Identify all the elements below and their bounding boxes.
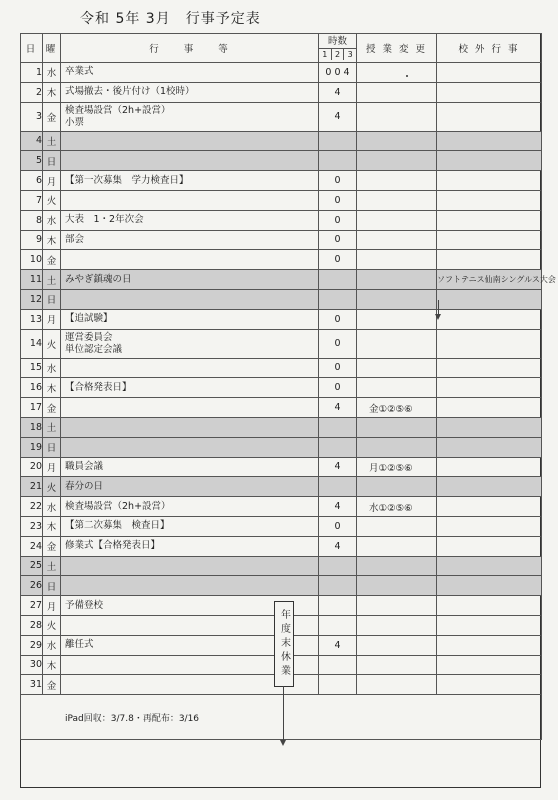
day-cell: 31 bbox=[21, 675, 43, 695]
table-row bbox=[21, 437, 542, 457]
day-cell: 2 bbox=[21, 82, 43, 102]
event-cell: 検査場設営（2h+設営） bbox=[61, 497, 319, 517]
external-event-cell bbox=[437, 635, 542, 655]
external-event-cell bbox=[437, 190, 542, 210]
table-row bbox=[21, 477, 542, 497]
event-cell: みやぎ鎮魂の日 bbox=[61, 270, 319, 290]
footer-row bbox=[21, 695, 542, 740]
table-row bbox=[21, 398, 542, 418]
class-change-cell bbox=[357, 635, 437, 655]
table-row bbox=[21, 270, 542, 290]
vacation-box bbox=[274, 601, 294, 687]
table-row bbox=[21, 63, 542, 83]
day-cell: 22 bbox=[21, 497, 43, 517]
header-class-change: 授 業 変 更 bbox=[357, 34, 437, 63]
day-cell: 8 bbox=[21, 210, 43, 230]
table-row bbox=[21, 82, 542, 102]
weekday-cell: 火 bbox=[43, 615, 61, 635]
external-event-cell bbox=[437, 655, 542, 675]
header-weekday: 曜 bbox=[43, 34, 61, 63]
weekday-cell: 木 bbox=[43, 82, 61, 102]
weekday-cell: 日 bbox=[43, 576, 61, 596]
day-cell: 6 bbox=[21, 171, 43, 191]
class-change-cell bbox=[357, 151, 437, 171]
class-change-cell bbox=[357, 536, 437, 556]
external-event-cell bbox=[437, 556, 542, 576]
weekday-cell: 日 bbox=[43, 289, 61, 309]
class-change-cell bbox=[357, 131, 437, 151]
hours-cell bbox=[319, 131, 357, 151]
table-row bbox=[21, 457, 542, 477]
hours-cell bbox=[319, 270, 357, 290]
hours-cell: 0 bbox=[319, 250, 357, 270]
external-event-cell bbox=[437, 82, 542, 102]
external-event-cell bbox=[437, 378, 542, 398]
day-cell: 1 bbox=[21, 63, 43, 83]
day-cell: 27 bbox=[21, 596, 43, 616]
hours-cell: 0 bbox=[319, 210, 357, 230]
day-cell: 21 bbox=[21, 477, 43, 497]
hours-cell: 0 bbox=[319, 171, 357, 191]
class-change-cell bbox=[357, 171, 437, 191]
class-change-cell bbox=[357, 82, 437, 102]
class-change-cell: 金①②⑤⑥ bbox=[357, 398, 437, 418]
class-change-cell bbox=[357, 655, 437, 675]
footer-note: iPad回収：3/7.8・再配布：3/16 bbox=[21, 695, 542, 740]
event-cell bbox=[61, 398, 319, 418]
hours-cell: 4 bbox=[319, 457, 357, 477]
vacation-arrow-line bbox=[283, 686, 284, 740]
external-event-cell bbox=[437, 398, 542, 418]
external-event-cell bbox=[437, 171, 542, 191]
day-cell: 5 bbox=[21, 151, 43, 171]
day-cell: 23 bbox=[21, 516, 43, 536]
hours-cell: 4 bbox=[319, 398, 357, 418]
day-cell: 11 bbox=[21, 270, 43, 290]
hours-cell: 4 bbox=[319, 635, 357, 655]
tournament-arrow-icon bbox=[435, 314, 441, 320]
event-cell bbox=[61, 131, 319, 151]
event-cell: 【第一次募集 学力検査日】 bbox=[61, 171, 319, 191]
event-cell bbox=[61, 576, 319, 596]
day-cell: 28 bbox=[21, 615, 43, 635]
hours-cell: 0 bbox=[319, 358, 357, 378]
table-row bbox=[21, 131, 542, 151]
class-change-cell bbox=[357, 378, 437, 398]
day-cell: 4 bbox=[21, 131, 43, 151]
table-row bbox=[21, 250, 542, 270]
weekday-cell: 土 bbox=[43, 270, 61, 290]
class-change-cell bbox=[357, 516, 437, 536]
weekday-cell: 月 bbox=[43, 309, 61, 329]
header-hour-2: 2 bbox=[331, 49, 344, 60]
weekday-cell: 水 bbox=[43, 497, 61, 517]
day-cell: 26 bbox=[21, 576, 43, 596]
hours-cell: 0 bbox=[319, 516, 357, 536]
event-cell: 職員会議 bbox=[61, 457, 319, 477]
class-change-cell bbox=[357, 556, 437, 576]
event-cell: 検査場設営（2h+設営） 小票 bbox=[61, 102, 319, 131]
external-event-cell bbox=[437, 131, 542, 151]
external-event-cell bbox=[437, 536, 542, 556]
weekday-cell: 水 bbox=[43, 63, 61, 83]
weekday-cell: 日 bbox=[43, 437, 61, 457]
event-cell bbox=[61, 151, 319, 171]
hours-cell bbox=[319, 417, 357, 437]
table-row bbox=[21, 102, 542, 131]
hours-cell bbox=[319, 437, 357, 457]
table-row bbox=[21, 556, 542, 576]
external-event-cell bbox=[437, 63, 542, 83]
event-cell: 修業式【合格発表日】 bbox=[61, 536, 319, 556]
external-event-cell bbox=[437, 309, 542, 329]
header-hour-1: 1 bbox=[322, 50, 328, 59]
external-event-cell bbox=[437, 497, 542, 517]
page-title: 令和 5年 3月 行事予定表 bbox=[80, 11, 261, 27]
event-cell bbox=[61, 250, 319, 270]
event-cell: 大表 1・2年次会 bbox=[61, 210, 319, 230]
hours-cell: 4 bbox=[319, 497, 357, 517]
day-cell: 12 bbox=[21, 289, 43, 309]
class-change-cell bbox=[357, 329, 437, 358]
class-change-cell bbox=[357, 596, 437, 616]
class-change-cell: 水①②⑤⑥ bbox=[357, 497, 437, 517]
stray-dot bbox=[406, 75, 408, 77]
hours-cell: 0 bbox=[319, 378, 357, 398]
header-row bbox=[21, 34, 542, 63]
event-cell bbox=[61, 556, 319, 576]
day-cell: 19 bbox=[21, 437, 43, 457]
class-change-cell bbox=[357, 250, 437, 270]
external-event-cell bbox=[437, 230, 542, 250]
class-change-cell bbox=[357, 477, 437, 497]
class-change-cell bbox=[357, 309, 437, 329]
day-cell: 9 bbox=[21, 230, 43, 250]
external-event-cell bbox=[437, 576, 542, 596]
class-change-cell bbox=[357, 675, 437, 695]
header-events: 行 事 等 bbox=[61, 34, 319, 63]
event-cell: 春分の日 bbox=[61, 477, 319, 497]
table-row bbox=[21, 151, 542, 171]
table-row bbox=[21, 171, 542, 191]
hours-cell: 0 bbox=[319, 309, 357, 329]
external-event-cell bbox=[437, 437, 542, 457]
table-row bbox=[21, 516, 542, 536]
external-event-cell bbox=[437, 457, 542, 477]
hours-cell bbox=[319, 675, 357, 695]
table-row bbox=[21, 378, 542, 398]
external-event-cell bbox=[437, 102, 542, 131]
external-event-cell bbox=[437, 329, 542, 358]
external-event-cell bbox=[437, 477, 542, 497]
class-change-cell bbox=[357, 210, 437, 230]
external-event-cell bbox=[437, 516, 542, 536]
header-hour-3: 3 bbox=[343, 49, 356, 60]
class-change-cell bbox=[357, 358, 437, 378]
event-cell bbox=[61, 289, 319, 309]
class-change-cell bbox=[357, 615, 437, 635]
class-change-cell bbox=[357, 289, 437, 309]
class-change-cell bbox=[357, 102, 437, 131]
external-event-cell bbox=[437, 675, 542, 695]
external-event-cell bbox=[437, 151, 542, 171]
table-row bbox=[21, 329, 542, 358]
day-cell: 30 bbox=[21, 655, 43, 675]
external-event-cell bbox=[437, 358, 542, 378]
table-row bbox=[21, 289, 542, 309]
day-cell: 20 bbox=[21, 457, 43, 477]
weekday-cell: 金 bbox=[43, 675, 61, 695]
event-cell bbox=[61, 417, 319, 437]
table-row bbox=[21, 190, 542, 210]
event-cell: 部会 bbox=[61, 230, 319, 250]
weekday-cell: 月 bbox=[43, 457, 61, 477]
weekday-cell: 水 bbox=[43, 635, 61, 655]
table-row bbox=[21, 358, 542, 378]
class-change-cell bbox=[357, 437, 437, 457]
class-change-cell bbox=[357, 417, 437, 437]
external-event-cell bbox=[437, 210, 542, 230]
table-row bbox=[21, 536, 542, 556]
hours-cell: 0 bbox=[319, 190, 357, 210]
day-cell: 10 bbox=[21, 250, 43, 270]
header-external: 校 外 行 事 bbox=[437, 34, 542, 63]
weekday-cell: 土 bbox=[43, 417, 61, 437]
weekday-cell: 水 bbox=[43, 358, 61, 378]
weekday-cell: 金 bbox=[43, 102, 61, 131]
schedule-body bbox=[21, 63, 556, 695]
day-cell: 13 bbox=[21, 309, 43, 329]
vacation-arrow-icon bbox=[280, 740, 286, 746]
external-event-cell bbox=[437, 250, 542, 270]
hours-cell bbox=[319, 615, 357, 635]
class-change-cell bbox=[357, 576, 437, 596]
header-hours-label: 時数 bbox=[327, 36, 347, 47]
hours-cell bbox=[319, 289, 357, 309]
day-cell: 17 bbox=[21, 398, 43, 418]
event-cell: 卒業式 bbox=[61, 63, 319, 83]
weekday-cell: 金 bbox=[43, 536, 61, 556]
event-cell bbox=[61, 437, 319, 457]
table-row bbox=[21, 576, 542, 596]
event-cell: 離任式 bbox=[61, 635, 319, 655]
weekday-cell: 木 bbox=[43, 655, 61, 675]
weekday-cell: 土 bbox=[43, 556, 61, 576]
event-cell: 運営委員会 単位認定会議 bbox=[61, 329, 319, 358]
external-event-cell bbox=[437, 596, 542, 616]
external-event-cell bbox=[437, 289, 542, 309]
weekday-cell: 木 bbox=[43, 230, 61, 250]
weekday-cell: 火 bbox=[43, 190, 61, 210]
day-cell: 15 bbox=[21, 358, 43, 378]
event-cell bbox=[61, 190, 319, 210]
weekday-cell: 金 bbox=[43, 398, 61, 418]
event-cell: 【第二次募集 検査日】 bbox=[61, 516, 319, 536]
event-cell bbox=[61, 358, 319, 378]
table-row bbox=[21, 309, 542, 329]
day-cell: 29 bbox=[21, 635, 43, 655]
header-hours bbox=[319, 34, 357, 63]
event-cell: 式場撤去・後片付け（1校時） bbox=[61, 82, 319, 102]
day-cell: 24 bbox=[21, 536, 43, 556]
weekday-cell: 金 bbox=[43, 250, 61, 270]
class-change-cell bbox=[357, 270, 437, 290]
day-cell: 16 bbox=[21, 378, 43, 398]
table-row bbox=[21, 230, 542, 250]
hours-cell bbox=[319, 556, 357, 576]
hours-cell: 4 bbox=[319, 102, 357, 131]
table-row bbox=[21, 210, 542, 230]
hours-cell bbox=[319, 576, 357, 596]
table-row bbox=[21, 497, 542, 517]
day-cell: 18 bbox=[21, 417, 43, 437]
hours-cell bbox=[319, 151, 357, 171]
day-cell: 3 bbox=[21, 102, 43, 131]
vacation-label: 年度末休業 bbox=[278, 609, 290, 679]
weekday-cell: 土 bbox=[43, 131, 61, 151]
class-change-cell: 月①②⑤⑥ bbox=[357, 457, 437, 477]
external-event-cell bbox=[437, 615, 542, 635]
hours-cell: 4 bbox=[319, 536, 357, 556]
tournament-arrow-line bbox=[438, 300, 439, 314]
weekday-cell: 木 bbox=[43, 516, 61, 536]
weekday-cell: 水 bbox=[43, 210, 61, 230]
weekday-cell: 火 bbox=[43, 477, 61, 497]
table-row bbox=[21, 417, 542, 437]
external-event-cell: ソフトテニス仙南シングルス大会 bbox=[437, 270, 542, 290]
hours-cell: 0 0 4 bbox=[319, 63, 357, 83]
event-cell: 【合格発表日】 bbox=[61, 378, 319, 398]
weekday-cell: 火 bbox=[43, 329, 61, 358]
class-change-cell bbox=[357, 190, 437, 210]
day-cell: 25 bbox=[21, 556, 43, 576]
event-cell: 【追試験】 bbox=[61, 309, 319, 329]
hours-cell: 0 bbox=[319, 230, 357, 250]
hours-cell bbox=[319, 477, 357, 497]
hours-cell bbox=[319, 596, 357, 616]
hours-cell: 4 bbox=[319, 82, 357, 102]
weekday-cell: 日 bbox=[43, 151, 61, 171]
class-change-cell bbox=[357, 230, 437, 250]
event-cell: 予備登校 bbox=[61, 596, 319, 616]
hours-cell bbox=[319, 655, 357, 675]
hours-cell: 0 bbox=[319, 329, 357, 358]
day-cell: 14 bbox=[21, 329, 43, 358]
weekday-cell: 月 bbox=[43, 596, 61, 616]
external-event-cell bbox=[437, 417, 542, 437]
weekday-cell: 木 bbox=[43, 378, 61, 398]
class-change-cell bbox=[357, 63, 437, 83]
day-cell: 7 bbox=[21, 190, 43, 210]
header-day: 日 bbox=[21, 34, 43, 63]
weekday-cell: 月 bbox=[43, 171, 61, 191]
